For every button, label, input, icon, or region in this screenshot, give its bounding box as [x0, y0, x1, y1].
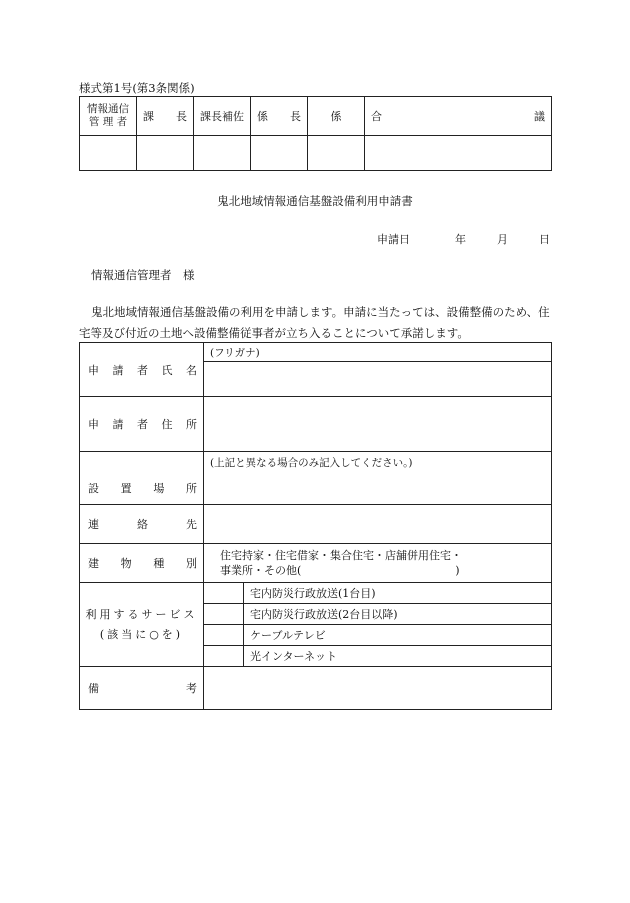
contact-label: 連 絡 先 — [88, 518, 197, 531]
service-label-line-2: (該当に○を) — [99, 627, 184, 641]
stamp-box-subsection-chief[interactable] — [251, 136, 308, 171]
contact-label-cell — [80, 505, 204, 544]
service-check-1[interactable] — [204, 583, 244, 604]
furigana-label: (フリガナ) — [210, 346, 260, 359]
approval-header-council: 合 議 — [365, 97, 552, 136]
stamp-box-staff[interactable] — [308, 136, 365, 171]
applicant-address-label: 申 請 者 住 所 — [88, 418, 197, 431]
installation-location-label: 設 置 場 所 — [88, 482, 197, 495]
service-check-2[interactable] — [204, 604, 244, 625]
form-title: 鬼北地域情報通信基盤設備利用申請書 — [217, 194, 413, 208]
consent-statement: 鬼北地域情報通信基盤設備の利用を申請します。申請に当たっては、設備整備のため、住宅等及び付近の土地へ設備整備従事者が立ち入ることについて承諾します。 — [79, 305, 550, 340]
approval-header-staff: 係 — [308, 97, 365, 136]
stamp-box-deputy-chief[interactable] — [194, 136, 251, 171]
service-label-line-1: 利用するサービス — [85, 607, 198, 621]
furigana-field[interactable] — [204, 343, 552, 362]
applicant-name-label: 申 請 者 氏 名 — [88, 363, 197, 377]
approval-stamp-table — [79, 96, 552, 171]
building-type-line-1: 住宅持家・住宅借家・集合住宅・店舗併用住宅・ — [220, 549, 462, 562]
date-month[interactable]: 月 — [497, 233, 508, 246]
remarks-field[interactable] — [204, 667, 552, 710]
form-number: 様式第1号(第3条関係) — [79, 81, 195, 95]
applicant-name-label-cell — [80, 343, 204, 397]
approval-header-manager — [80, 97, 137, 136]
service-check-4[interactable] — [204, 646, 244, 667]
remarks-label-cell — [80, 667, 204, 710]
approval-header-deputy-chief: 課長補佐 — [194, 97, 251, 136]
stamp-box-section-chief[interactable] — [137, 136, 194, 171]
stamp-box-manager[interactable] — [80, 136, 137, 171]
addressee: 情報通信管理者 様 — [91, 268, 195, 282]
applicant-address-field[interactable] — [204, 397, 552, 452]
approval-header-section-chief: 課 長 — [137, 97, 194, 136]
date-label: 申請日 — [377, 233, 410, 246]
service-item-2: 宅内防災行政放送(2台目以降) — [244, 604, 552, 625]
installation-location-field[interactable] — [204, 452, 552, 505]
approval-header-manager-label: 情報通信 管 理 者 — [87, 103, 129, 128]
service-item-1: 宅内防災行政放送(1台目) — [244, 583, 552, 604]
application-date — [377, 231, 550, 247]
service-label-cell — [80, 583, 204, 667]
date-day[interactable]: 日 — [539, 233, 550, 246]
installation-location-note: (上記と異なる場合のみ記入してください。) — [210, 457, 413, 469]
service-item-4: 光インターネット — [244, 646, 552, 667]
building-type-label: 建 物 種 別 — [88, 557, 197, 570]
date-year[interactable]: 年 — [455, 233, 466, 246]
service-item-3: ケーブルテレビ — [244, 625, 552, 646]
applicant-address-label-cell — [80, 397, 204, 452]
contact-field[interactable] — [204, 505, 552, 544]
applicant-name-field[interactable] — [204, 362, 552, 397]
service-check-3[interactable] — [204, 625, 244, 646]
building-type-line-2: 事業所・その他( ) — [220, 564, 460, 577]
building-type-options[interactable] — [204, 544, 552, 583]
installation-location-label-cell — [80, 452, 204, 505]
stamp-box-council[interactable] — [365, 136, 552, 171]
application-table — [79, 342, 552, 710]
remarks-label: 備 考 — [88, 682, 197, 695]
building-type-label-cell — [80, 544, 204, 583]
approval-header-subsection-chief: 係 長 — [251, 97, 308, 136]
